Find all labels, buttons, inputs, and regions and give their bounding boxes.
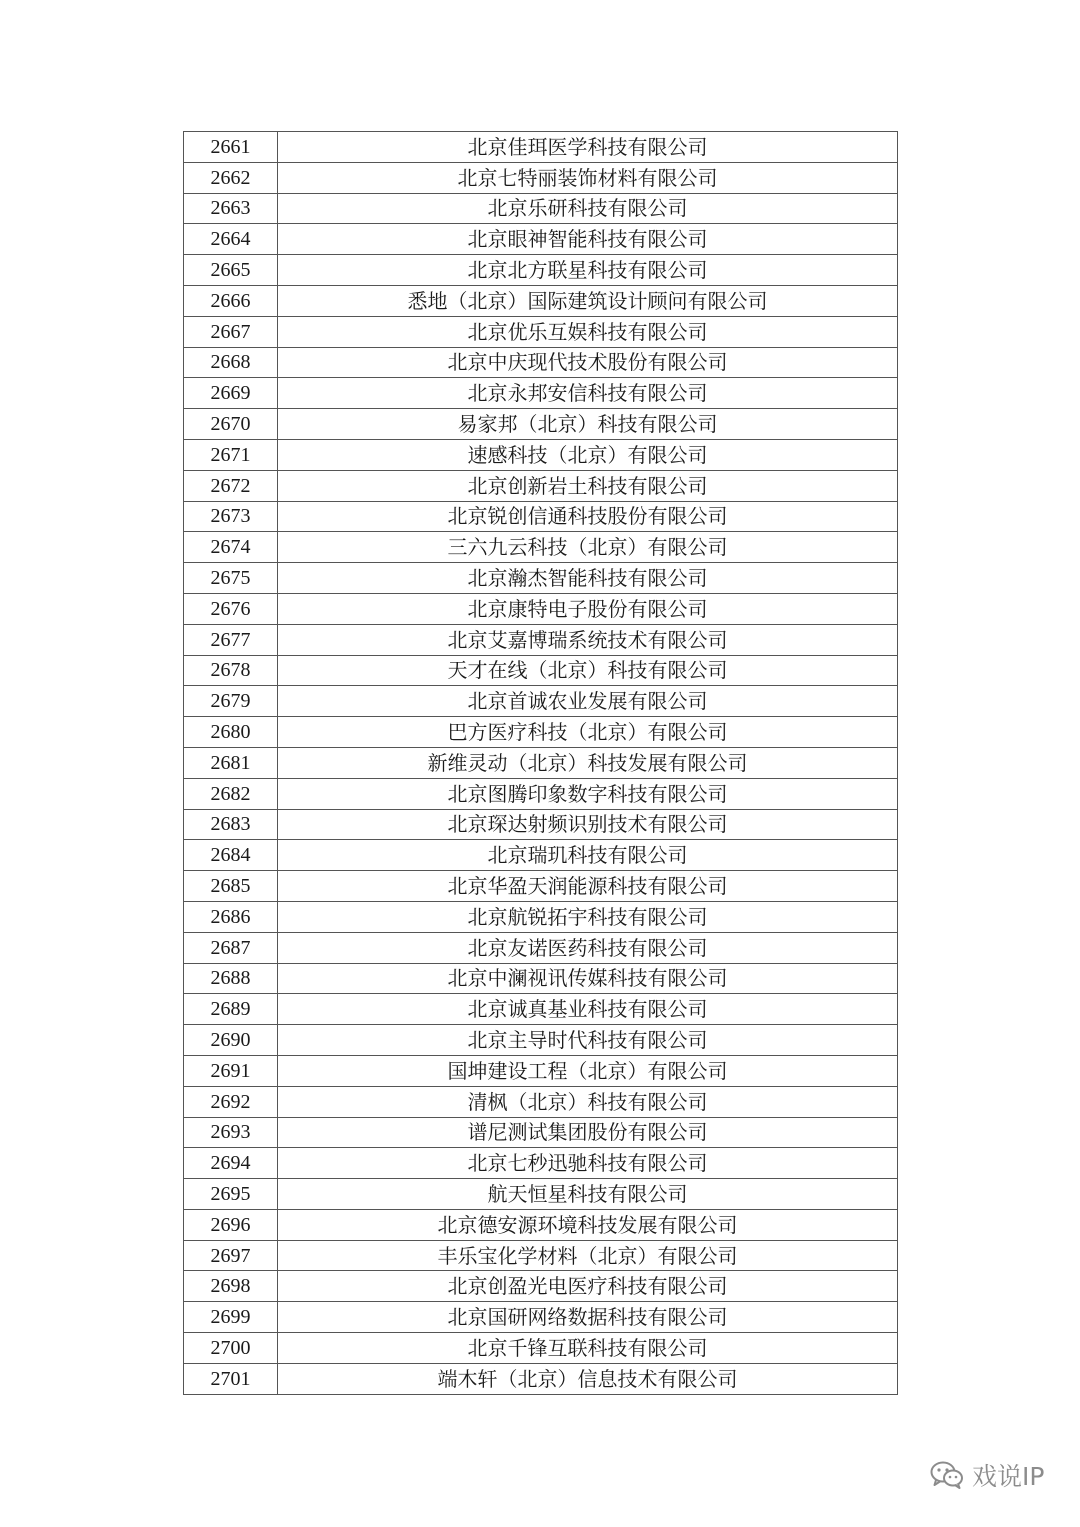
company-name: 北京眼神智能科技有限公司 xyxy=(278,224,898,255)
row-number: 2696 xyxy=(184,1209,278,1240)
row-number: 2678 xyxy=(184,655,278,686)
row-number: 2667 xyxy=(184,316,278,347)
table-row xyxy=(184,901,898,932)
company-name: 新维灵动（北京）科技发展有限公司 xyxy=(278,747,898,778)
row-number: 2671 xyxy=(184,439,278,470)
company-name: 北京国研网络数据科技有限公司 xyxy=(278,1302,898,1333)
table-row xyxy=(184,1302,898,1333)
row-number: 2684 xyxy=(184,840,278,871)
row-number: 2680 xyxy=(184,717,278,748)
table-row xyxy=(184,747,898,778)
row-number: 2697 xyxy=(184,1240,278,1271)
table-row xyxy=(184,501,898,532)
table-row xyxy=(184,347,898,378)
company-name: 北京优乐互娱科技有限公司 xyxy=(278,316,898,347)
table-row xyxy=(184,1055,898,1086)
company-name: 北京创盈光电医疗科技有限公司 xyxy=(278,1271,898,1302)
company-name: 丰乐宝化学材料（北京）有限公司 xyxy=(278,1240,898,1271)
row-number: 2693 xyxy=(184,1117,278,1148)
row-number: 2700 xyxy=(184,1333,278,1364)
table-row xyxy=(184,655,898,686)
row-number: 2669 xyxy=(184,378,278,409)
row-number: 2695 xyxy=(184,1179,278,1210)
row-number: 2670 xyxy=(184,409,278,440)
row-number: 2681 xyxy=(184,747,278,778)
table-row xyxy=(184,1333,898,1364)
table-row xyxy=(184,686,898,717)
watermark-text: 戏说IP xyxy=(972,1462,1045,1491)
table-row xyxy=(184,439,898,470)
table-row xyxy=(184,132,898,163)
row-number: 2701 xyxy=(184,1363,278,1394)
table-row xyxy=(184,994,898,1025)
company-name: 北京北方联星科技有限公司 xyxy=(278,255,898,286)
company-name: 北京艾嘉博瑞系统技术有限公司 xyxy=(278,624,898,655)
table-row xyxy=(184,963,898,994)
company-name: 北京主导时代科技有限公司 xyxy=(278,1025,898,1056)
company-name: 北京琛达射频识别技术有限公司 xyxy=(278,809,898,840)
row-number: 2691 xyxy=(184,1055,278,1086)
table-row xyxy=(184,193,898,224)
table-row xyxy=(184,809,898,840)
table-row xyxy=(184,593,898,624)
company-name: 谱尼测试集团股份有限公司 xyxy=(278,1117,898,1148)
table-row xyxy=(184,255,898,286)
table-row xyxy=(184,285,898,316)
row-number: 2692 xyxy=(184,1086,278,1117)
company-name: 北京七秒迅驰科技有限公司 xyxy=(278,1148,898,1179)
table-row xyxy=(184,932,898,963)
company-name: 北京中庆现代技术股份有限公司 xyxy=(278,347,898,378)
company-name: 北京乐研科技有限公司 xyxy=(278,193,898,224)
company-name: 速感科技（北京）有限公司 xyxy=(278,439,898,470)
company-name: 北京瑞玑科技有限公司 xyxy=(278,840,898,871)
table-row xyxy=(184,1271,898,1302)
row-number: 2673 xyxy=(184,501,278,532)
company-name: 悉地（北京）国际建筑设计顾问有限公司 xyxy=(278,285,898,316)
table-row xyxy=(184,532,898,563)
table-row xyxy=(184,1209,898,1240)
table-row xyxy=(184,1148,898,1179)
row-number: 2686 xyxy=(184,901,278,932)
table-row xyxy=(184,162,898,193)
table-row xyxy=(184,378,898,409)
row-number: 2663 xyxy=(184,193,278,224)
table-row xyxy=(184,871,898,902)
table-row xyxy=(184,1179,898,1210)
company-name: 北京永邦安信科技有限公司 xyxy=(278,378,898,409)
table-row xyxy=(184,316,898,347)
company-name: 北京创新岩土科技有限公司 xyxy=(278,470,898,501)
row-number: 2674 xyxy=(184,532,278,563)
company-name: 北京康特电子股份有限公司 xyxy=(278,593,898,624)
table-row xyxy=(184,470,898,501)
row-number: 2689 xyxy=(184,994,278,1025)
company-name: 北京诚真基业科技有限公司 xyxy=(278,994,898,1025)
row-number: 2676 xyxy=(184,593,278,624)
row-number: 2682 xyxy=(184,778,278,809)
row-number: 2690 xyxy=(184,1025,278,1056)
row-number: 2661 xyxy=(184,132,278,163)
table-row xyxy=(184,1086,898,1117)
company-name: 北京七特丽装饰材料有限公司 xyxy=(278,162,898,193)
row-number: 2672 xyxy=(184,470,278,501)
row-number: 2688 xyxy=(184,963,278,994)
company-name: 北京中澜视讯传媒科技有限公司 xyxy=(278,963,898,994)
row-number: 2685 xyxy=(184,871,278,902)
row-number: 2687 xyxy=(184,932,278,963)
company-name: 北京友诺医药科技有限公司 xyxy=(278,932,898,963)
table-row xyxy=(184,224,898,255)
company-name: 北京首诚农业发展有限公司 xyxy=(278,686,898,717)
company-name: 巴方医疗科技（北京）有限公司 xyxy=(278,717,898,748)
row-number: 2664 xyxy=(184,224,278,255)
row-number: 2694 xyxy=(184,1148,278,1179)
company-name: 天才在线（北京）科技有限公司 xyxy=(278,655,898,686)
company-name: 清枫（北京）科技有限公司 xyxy=(278,1086,898,1117)
table-row xyxy=(184,1240,898,1271)
company-name: 北京华盈天润能源科技有限公司 xyxy=(278,871,898,902)
company-name: 三六九云科技（北京）有限公司 xyxy=(278,532,898,563)
company-name: 北京德安源环境科技发展有限公司 xyxy=(278,1209,898,1240)
company-name: 北京航锐拓宇科技有限公司 xyxy=(278,901,898,932)
row-number: 2668 xyxy=(184,347,278,378)
row-number: 2699 xyxy=(184,1302,278,1333)
company-list-table xyxy=(183,131,898,1395)
row-number: 2662 xyxy=(184,162,278,193)
table-row xyxy=(184,717,898,748)
row-number: 2675 xyxy=(184,563,278,594)
company-name: 北京图腾印象数字科技有限公司 xyxy=(278,778,898,809)
table-row xyxy=(184,778,898,809)
table-row xyxy=(184,840,898,871)
row-number: 2666 xyxy=(184,285,278,316)
table-row xyxy=(184,409,898,440)
company-name: 北京锐创信通科技股份有限公司 xyxy=(278,501,898,532)
watermark xyxy=(930,1458,1044,1492)
row-number: 2683 xyxy=(184,809,278,840)
row-number: 2677 xyxy=(184,624,278,655)
table-row xyxy=(184,1363,898,1394)
company-name: 北京佳珥医学科技有限公司 xyxy=(278,132,898,163)
wechat-icon xyxy=(930,1461,964,1489)
company-name: 易家邦（北京）科技有限公司 xyxy=(278,409,898,440)
company-name: 北京千锋互联科技有限公司 xyxy=(278,1333,898,1364)
table-row xyxy=(184,563,898,594)
company-name: 端木轩（北京）信息技术有限公司 xyxy=(278,1363,898,1394)
row-number: 2698 xyxy=(184,1271,278,1302)
table-body xyxy=(184,132,898,1395)
company-name: 北京瀚杰智能科技有限公司 xyxy=(278,563,898,594)
table-row xyxy=(184,624,898,655)
table-row xyxy=(184,1117,898,1148)
row-number: 2665 xyxy=(184,255,278,286)
row-number: 2679 xyxy=(184,686,278,717)
company-name: 航天恒星科技有限公司 xyxy=(278,1179,898,1210)
table-row xyxy=(184,1025,898,1056)
company-name: 国坤建设工程（北京）有限公司 xyxy=(278,1055,898,1086)
